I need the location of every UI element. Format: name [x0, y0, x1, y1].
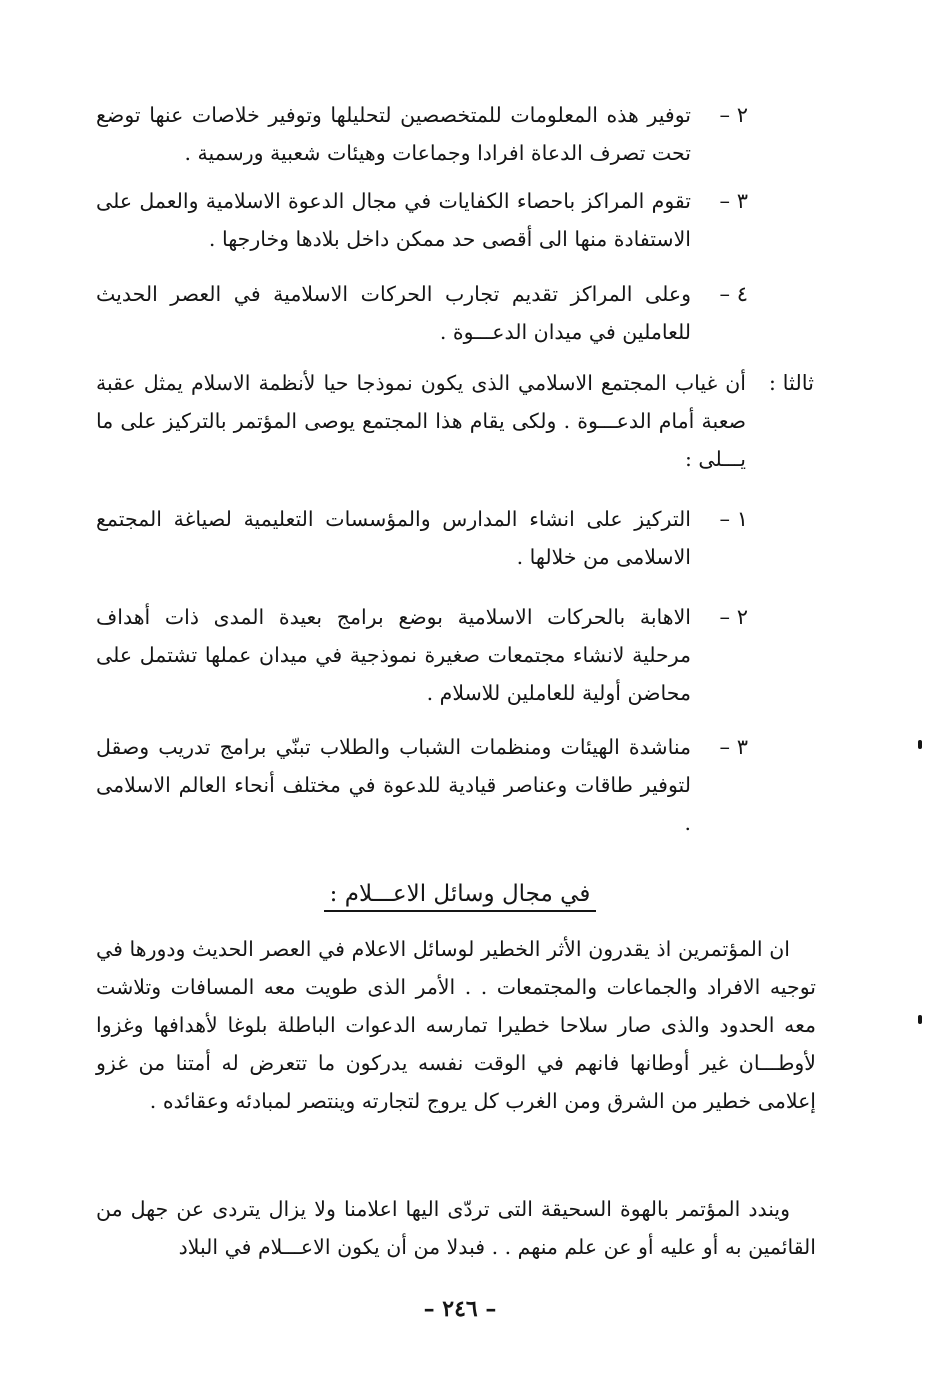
- body-paragraph: ان المؤتمرين اذ يقدرون الأثر الخطير لوسائل الاعلام في العصر الحديث ودورها في توجيه الافراد والجماعات والمجتمعات . . الأمر الذى طويت معه المسافات وتلاشت معه الحدود والذى صار سلاحا خطيرا تمارسه الدعوات الباطلة بلوغا لأهدافها وغزوا لأوطـــان غير أوطانها فانهم في الوقت نفسه يدركون ما تتعرض له أمتنا من غزو إعلامى خطير من الشرق ومن الغرب كل يروج لتجارته وينتصر لمبادئه وعقائده .: [96, 937, 816, 1113]
- section-label: ثالثا :: [768, 371, 814, 395]
- list-item-text: مناشدة الهيئات ومنظمات الشباب والطلاب تبنّي برامج تدريب وصقل لتوفير طاقات وعناصر قيادية للدعوة في مختلف أنحاء العالم الاسلامى .: [96, 735, 691, 835]
- list-item-marker: ٢ –: [719, 605, 748, 629]
- list-item-text: تقوم المراكز باحصاء الكفايات في مجال الدعوة الاسلامية والعمل على الاستفادة منها الى أقصى حد ممكن داخل بلادها وخارجها .: [96, 189, 691, 251]
- page-number: – ٢٤٦ –: [423, 1296, 497, 1322]
- list-item-marker: ٤ –: [719, 282, 748, 306]
- list-item-marker: ١ –: [719, 507, 748, 531]
- list-item-text: الاهابة بالحركات الاسلامية بوضع برامج بعيدة المدى ذات أهداف مرحلية لانشاء مجتمعات صغيرة نموذجية في ميدان عملها تشتمل على محاضن أولية للعاملين للاسلام .: [96, 605, 691, 705]
- section-heading: [300, 876, 620, 912]
- scan-mark: [918, 740, 922, 749]
- list-item-marker: ٢ –: [719, 103, 748, 127]
- list-item-text: التركيز على انشاء المدارس والمؤسسات التعليمية لصياغة المجتمع الاسلامى من خلالها .: [96, 507, 691, 569]
- list-item-text: توفير هذه المعلومات للمتخصصين لتحليلها وتوفير خلاصات عنها توضع تحت تصرف الدعاة افرادا وجماعات وهيئات شعبية ورسمية .: [96, 103, 691, 165]
- scan-mark: [918, 1015, 922, 1024]
- list-item-marker: ٣ –: [719, 735, 748, 759]
- section-heading-text: في مجال وسائل الاعـــلام :: [324, 881, 597, 912]
- list-item-marker: ٣ –: [719, 189, 748, 213]
- section-intro-text: أن غياب المجتمع الاسلامي الذى يكون نموذجا حيا لأنظمة الاسلام يمثل عقبة صعبة أمام الدعـــوة . ولكى يقام هذا المجتمع يوصى المؤتمر بالتركيز على ما يـــلى :: [96, 371, 746, 471]
- list-item-text: وعلى المراكز تقديم تجارب الحركات الاسلامية في العصر الحديث للعاملين في ميدان الدعـــوة .: [96, 282, 691, 344]
- body-paragraph: ويندد المؤتمر بالهوة السحيقة التى تردّى اليها اعلامنا ولا يزال يتردى عن جهل من القائمين به أو عليه أو عن علم منهم . . فبدلا من أن يكون الاعـــلام في البلاد: [96, 1197, 816, 1259]
